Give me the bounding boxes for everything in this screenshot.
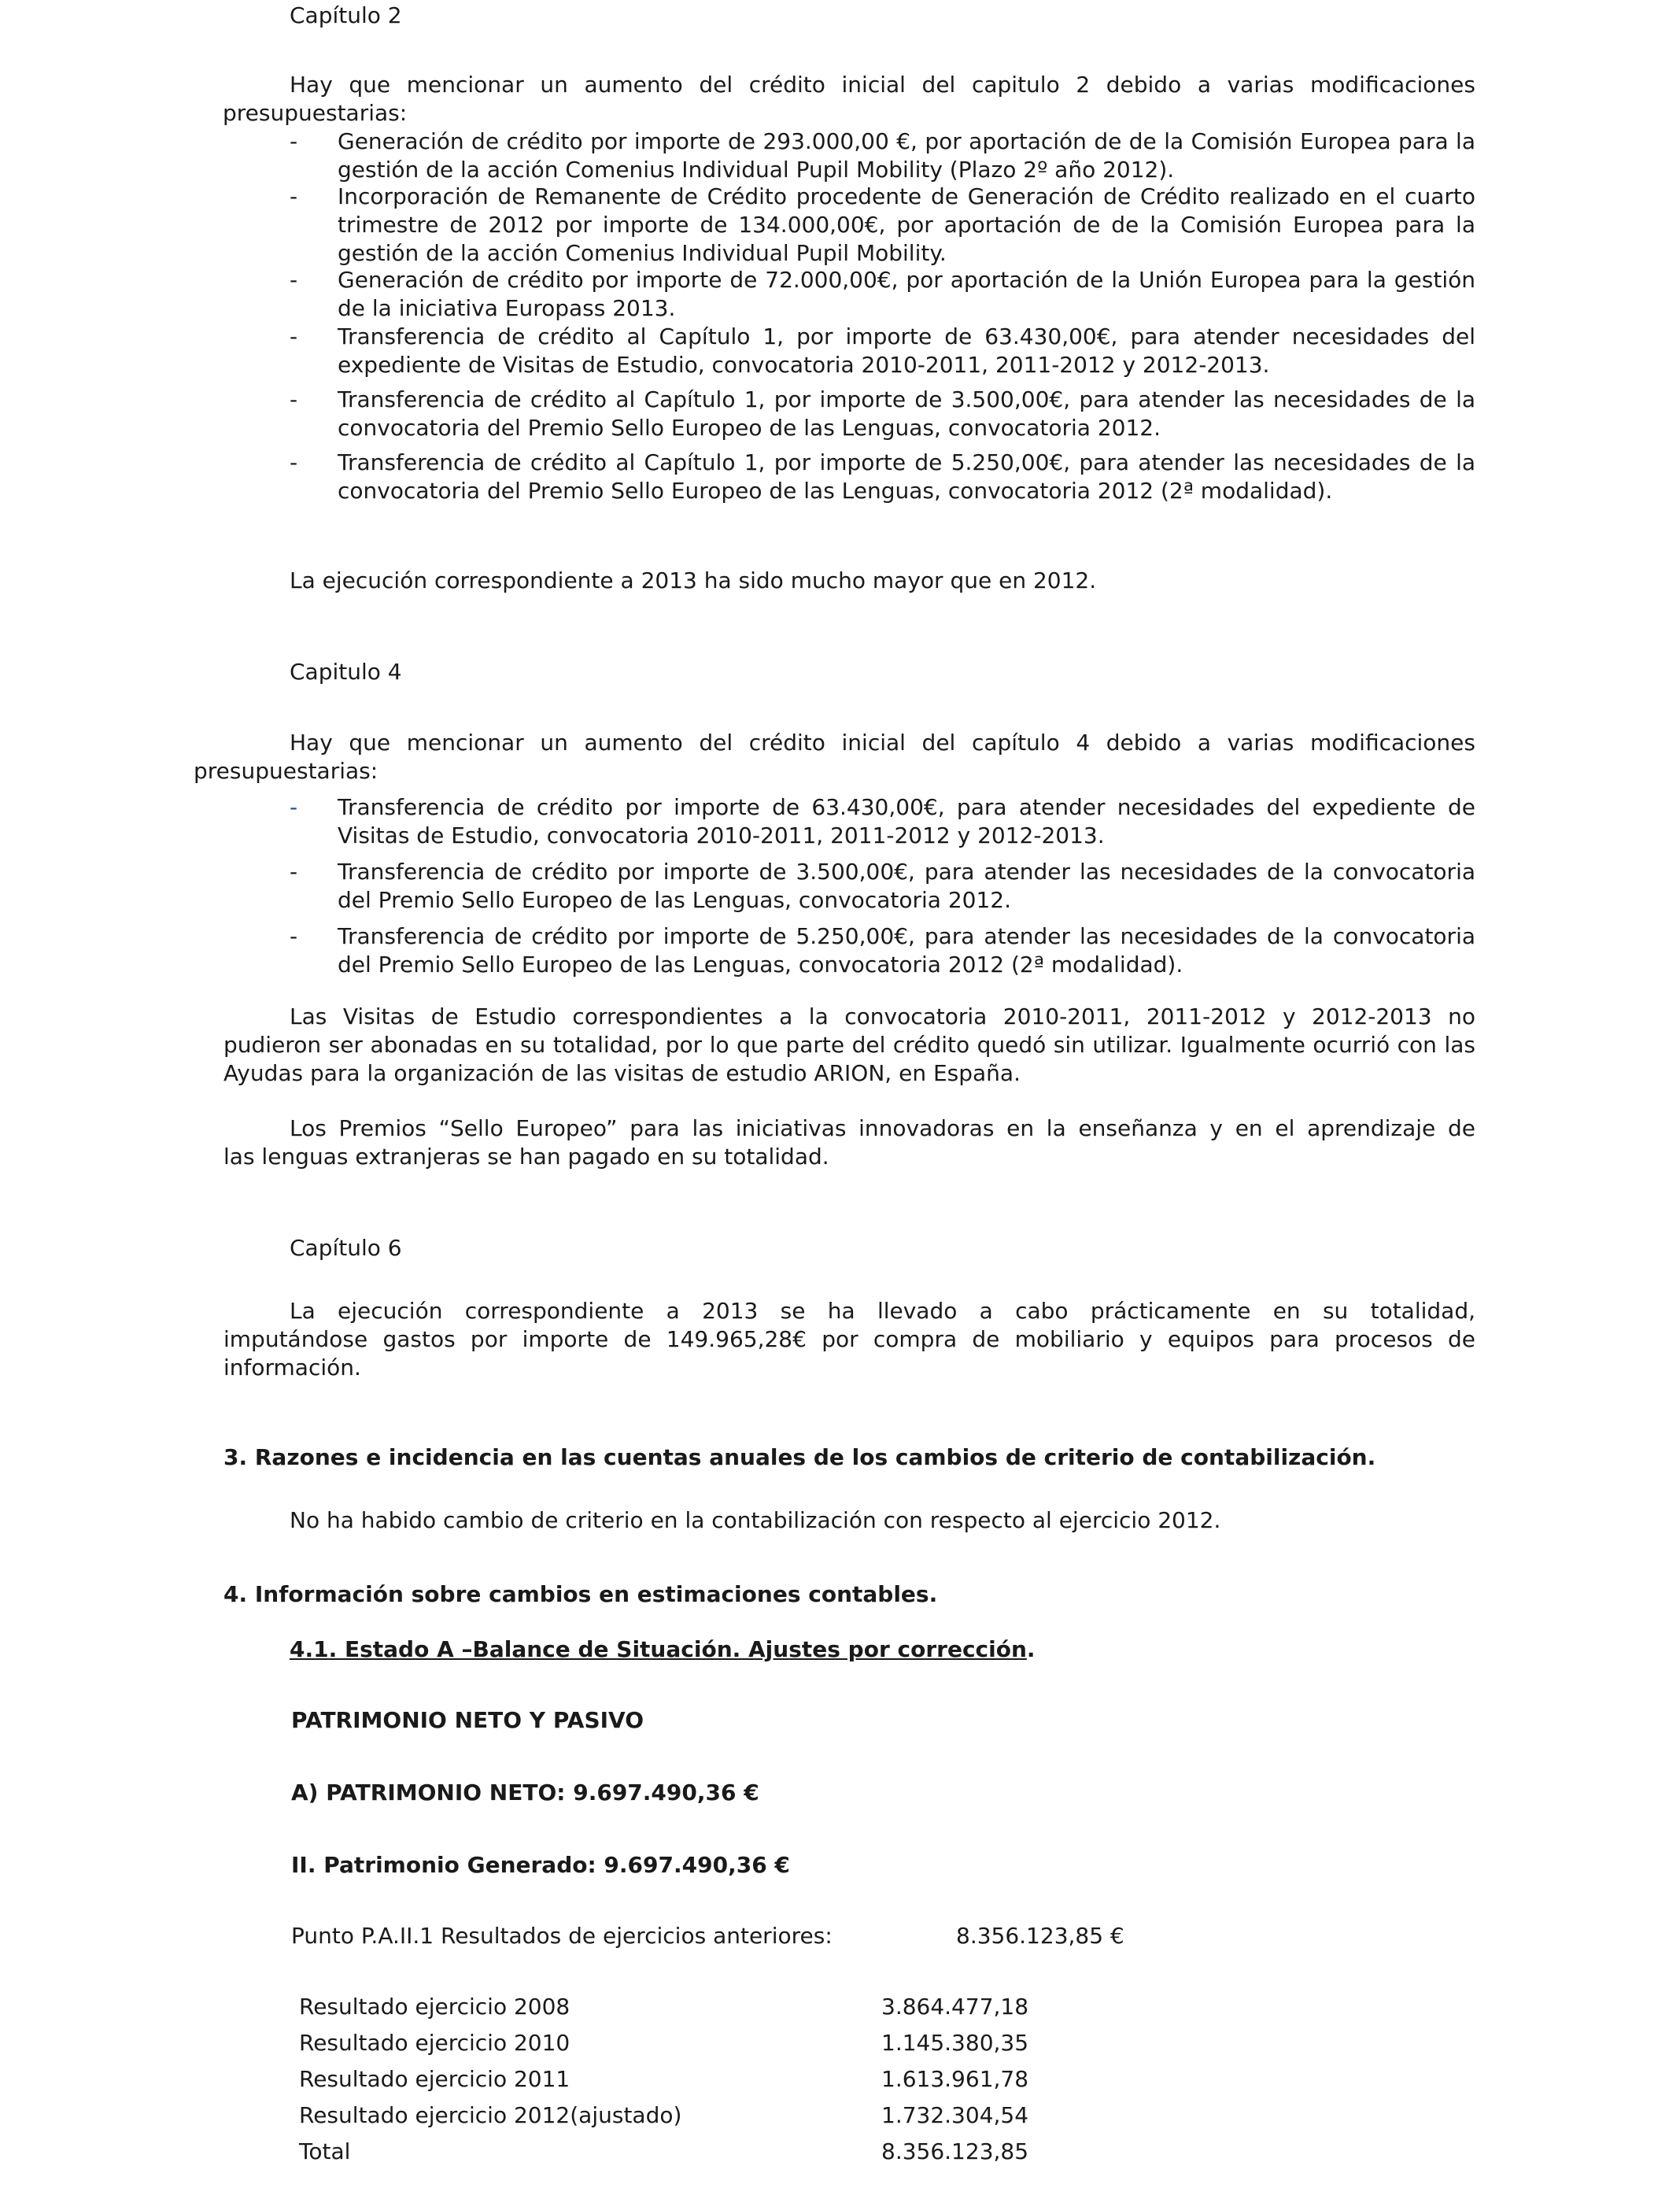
cap2-item-3: Generación de crédito por importe de 72.000,00€, por aportación de la Unión Europea para la gestión de la iniciativa Europass 2013. bbox=[338, 267, 1475, 321]
list-dash: - bbox=[290, 267, 298, 293]
result-value: 1.145.380,35 bbox=[881, 2030, 1029, 2056]
list-dash: - bbox=[290, 323, 298, 349]
result-value: 1.613.961,78 bbox=[881, 2066, 1029, 2092]
table-row bbox=[299, 2065, 1054, 2101]
result-label: Resultado ejercicio 2012(ajustado) bbox=[299, 2102, 682, 2128]
sub-heading-text: 4.1. Estado A –Balance de Situación. Ajustes por corrección bbox=[290, 1636, 1027, 1662]
section3-heading: 3. Razones e incidencia en las cuentas anuales de los cambios de criterio de contabilización. bbox=[223, 1444, 1376, 1470]
result-label: Resultado ejercicio 2010 bbox=[299, 2030, 570, 2056]
cap2-item-6: Transferencia de crédito al Capítulo 1, por importe de 5.250,00€, para atender las necesidades de la convocatoria del Premio Sello Europeo de las Lenguas, convocatoria 2012 (2ª modalidad). bbox=[338, 449, 1475, 504]
cap6-para-line1: La ejecución correspondiente a 2013 se ha llevado a cabo prácticamente en su totalidad, bbox=[290, 1298, 1475, 1324]
cap4-item-1: Transferencia de crédito por importe de 63.430,00€, para atender necesidades del expediente de Visitas de Estudio, convocatoria 2010-2011, 2011-2012 y 2012-2013. bbox=[338, 794, 1475, 848]
cap2-item-5: Transferencia de crédito al Capítulo 1, por importe de 3.500,00€, para atender las necesidades de la convocatoria del Premio Sello Europeo de las Lenguas, convocatoria 2012. bbox=[338, 386, 1475, 441]
table-row bbox=[299, 2029, 1054, 2065]
patrimonio-generado: II. Patrimonio Generado: 9.697.490,36 € bbox=[291, 1852, 790, 1878]
list-dash: - bbox=[290, 386, 298, 412]
cap4-heading: Capitulo 4 bbox=[290, 659, 402, 685]
cap4-intro-line2: presupuestarias: bbox=[194, 758, 378, 784]
result-value: 1.732.304,54 bbox=[881, 2102, 1029, 2128]
results-table bbox=[299, 1993, 1054, 2174]
section4-sub-heading bbox=[290, 1635, 1036, 1664]
result-value: 3.864.477,18 bbox=[881, 1994, 1029, 2020]
sub-heading-end: . bbox=[1026, 1636, 1036, 1662]
section3-text: No ha habido cambio de criterio en la contabilización con respecto al ejercicio 2012. bbox=[290, 1507, 1221, 1533]
result-label: Resultado ejercicio 2008 bbox=[299, 1994, 570, 2020]
cap6-para-rest: imputándose gastos por importe de 149.965,28€ por compra de mobiliario y equipos para procesos de información. bbox=[223, 1326, 1475, 1380]
cap4-para2-line1: Los Premios “Sello Europeo” para las iniciativas innovadoras en la enseñanza y en el aprendizaje de bbox=[290, 1115, 1475, 1141]
table-row bbox=[299, 2101, 1054, 2138]
cap6-heading: Capítulo 6 bbox=[290, 1235, 402, 1261]
cap2-item-1: Generación de crédito por importe de 293.000,00 €, por aportación de de la Comisión Europea para la gestión de la acción Comenius Individual Pupil Mobility (Plazo 2º año 2012). bbox=[338, 128, 1475, 183]
cap2-intro-line1: Hay que mencionar un aumento del crédito inicial del capitulo 2 debido a varias modificaciones bbox=[290, 72, 1475, 98]
punto-label: Punto P.A.II.1 Resultados de ejercicios anteriores: bbox=[291, 1923, 833, 1949]
list-dash: - bbox=[290, 449, 298, 475]
patrimonio-pasivo-heading: PATRIMONIO NETO Y PASIVO bbox=[291, 1707, 644, 1733]
patrimonio-neto: A) PATRIMONIO NETO: 9.697.490,36 € bbox=[291, 1780, 759, 1805]
punto-value: 8.356.123,85 € bbox=[956, 1923, 1124, 1949]
cap2-execution: La ejecución correspondiente a 2013 ha sido mucho mayor que en 2012. bbox=[290, 567, 1097, 593]
cap4-para1-rest: pudieron ser abonadas en su totalidad, por lo que parte del crédito quedó sin utilizar. Igualmente ocurrió con las Ayudas para la organización de las visitas de estudio ARION, en España. bbox=[223, 1032, 1475, 1086]
cap4-para1-line1: Las Visitas de Estudio correspondientes a la convocatoria 2010-2011, 2011-2012 y 2012-2013 no bbox=[290, 1003, 1475, 1029]
cap4-item-3: Transferencia de crédito por importe de 5.250,00€, para atender las necesidades de la convocatoria del Premio Sello Europeo de las Lenguas, convocatoria 2012 (2ª modalidad). bbox=[338, 923, 1475, 978]
table-row bbox=[299, 2138, 1054, 2174]
cap2-heading: Capítulo 2 bbox=[290, 2, 402, 28]
list-dash: - bbox=[290, 923, 298, 949]
cap4-intro-line1: Hay que mencionar un aumento del crédito inicial del capítulo 4 debido a varias modificaciones bbox=[290, 730, 1475, 756]
list-dash: - bbox=[290, 859, 298, 885]
cap2-intro-line2: presupuestarias: bbox=[223, 100, 408, 126]
list-dash: - bbox=[290, 794, 298, 820]
list-dash: - bbox=[290, 128, 298, 154]
section4-heading: 4. Información sobre cambios en estimaciones contables. bbox=[223, 1581, 938, 1607]
table-row bbox=[299, 1993, 1054, 2029]
cap4-item-2: Transferencia de crédito por importe de 3.500,00€, para atender las necesidades de la convocatoria del Premio Sello Europeo de las Lenguas, convocatoria 2012. bbox=[338, 859, 1475, 913]
result-label: Total bbox=[299, 2138, 351, 2164]
list-dash: - bbox=[290, 183, 298, 209]
cap2-item-2: Incorporación de Remanente de Crédito procedente de Generación de Crédito realizado en el cuarto trimestre de 2012 por importe de 134.000,00€, por aportación de de la Comisión Europea para la gestión de la acción Comenius Individual Pupil Mobility. bbox=[338, 183, 1475, 266]
cap2-item-4: Transferencia de crédito al Capítulo 1, por importe de 63.430,00€, para atender necesidades del expediente de Visitas de Estudio, convocatoria 2010-2011, 2011-2012 y 2012-2013. bbox=[338, 323, 1475, 378]
result-label: Resultado ejercicio 2011 bbox=[299, 2066, 570, 2092]
result-value: 8.356.123,85 bbox=[881, 2138, 1029, 2164]
cap4-para2-rest: las lenguas extranjeras se han pagado en su totalidad. bbox=[223, 1144, 829, 1170]
